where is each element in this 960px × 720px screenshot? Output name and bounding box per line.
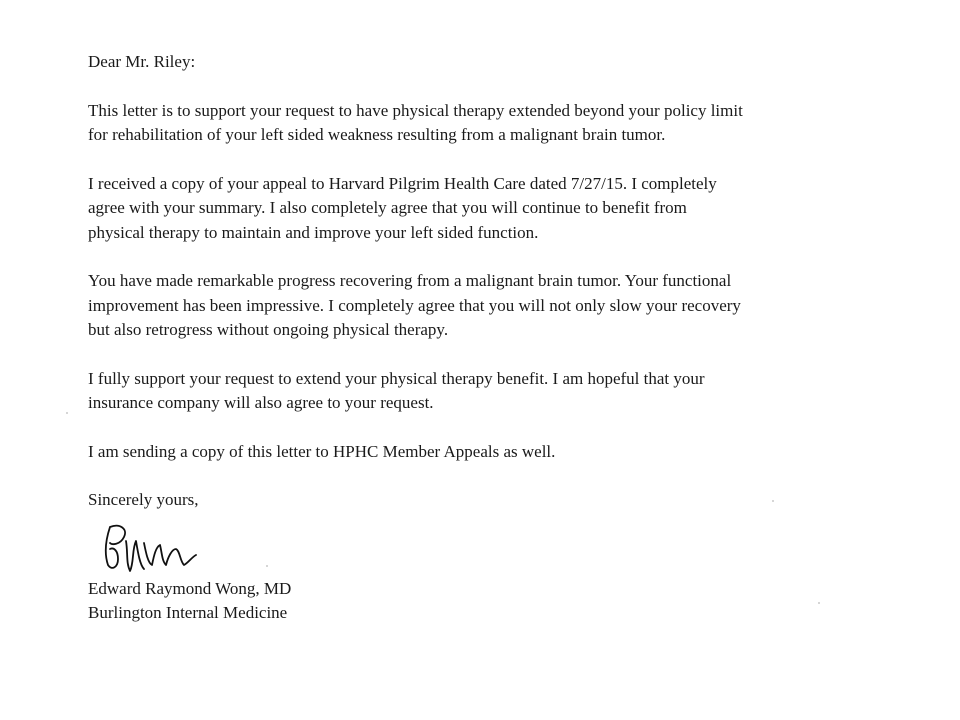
paragraph-line: agree with your summary. I also completely agree that you will continue to benefit from — [88, 198, 687, 217]
scan-speck — [772, 500, 774, 502]
paragraph-line: You have made remarkable progress recovering from a malignant brain tumor. Your functional — [88, 271, 732, 290]
paragraph-line: for rehabilitation of your left sided weakness resulting from a malignant brain tumor. — [88, 125, 666, 144]
signer-organization: Burlington Internal Medicine — [88, 603, 288, 622]
paragraph-line: I fully support your request to extend your physical therapy benefit. I am hopeful that your — [88, 368, 705, 388]
letter-body — [88, 50, 928, 626]
paragraph-line: physical therapy to maintain and improve your left sided function. — [88, 222, 539, 242]
paragraph-1 — [88, 99, 928, 148]
signer-name: Edward Raymond Wong, MD — [88, 578, 292, 598]
paragraph-line: I received a copy of your appeal to Harvard Pilgrim Health Care dated 7/27/15. I completely — [88, 173, 717, 193]
scan-speck — [66, 412, 68, 414]
scan-speck — [818, 602, 820, 604]
scan-speck — [266, 565, 268, 567]
paragraph-line: This letter is to support your request to have physical therapy extended beyond your policy limit — [88, 100, 743, 120]
handwritten-signature — [96, 519, 206, 575]
paragraph-3 — [88, 269, 928, 343]
closing: Sincerely yours, — [88, 490, 199, 509]
paragraph-line: improvement has been impressive. I completely agree that you will not only slow your recovery — [88, 295, 741, 315]
paragraph-5 — [88, 440, 928, 465]
paragraph-2 — [88, 172, 928, 246]
paragraph-line: but also retrogress without ongoing physical therapy. — [88, 320, 449, 339]
salutation: Dear Mr. Riley: — [88, 52, 196, 71]
paragraph-4 — [88, 367, 928, 416]
paragraph-line: insurance company will also agree to your request. — [88, 393, 434, 412]
paragraph-line: I am sending a copy of this letter to HPHC Member Appeals as well. — [88, 441, 556, 461]
